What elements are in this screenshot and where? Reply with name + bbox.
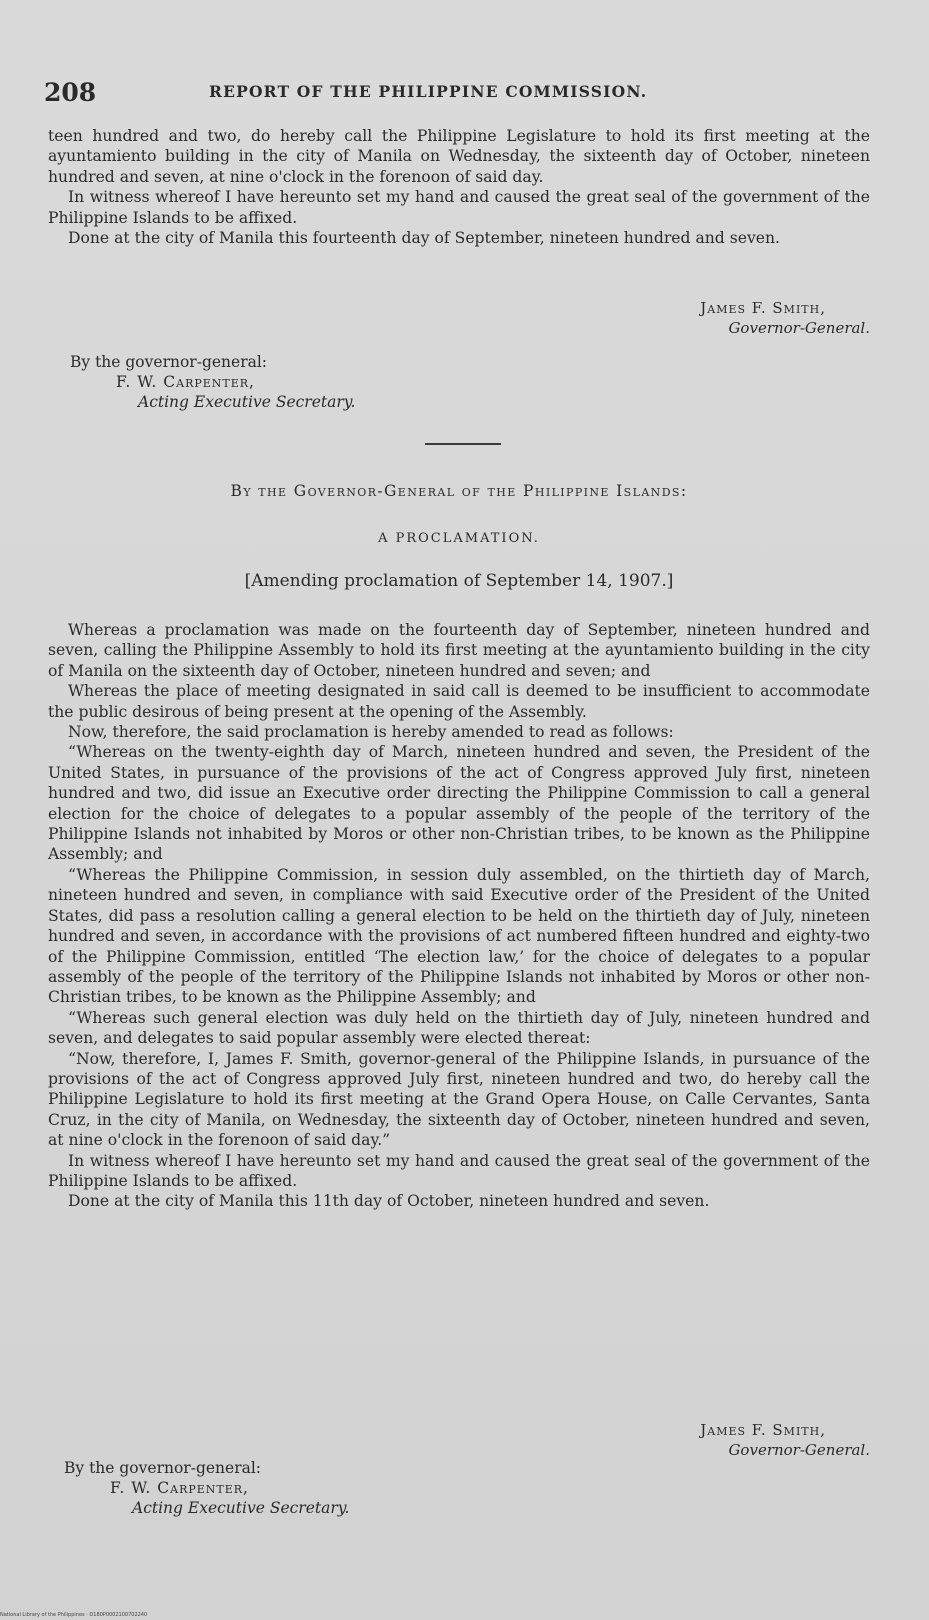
paragraph: teen hundred and two, do hereby call the Philippine Legislature to hold its first meeting at the ayuntamiento building in the city of Manila on Wednesday, the sixteenth day of October, nineteen hundred and seven, at nine o'clock in the forenoon of said day.: [48, 127, 870, 186]
paragraph: Whereas a proclamation was made on the fourteenth day of September, nineteen hundred and seven, calling the Philippine Assembly to hold its first meeting at the ayuntamiento building in the city of Manila on the sixteenth day of October, nineteen hundred and seven; and: [48, 621, 870, 680]
paragraph: In witness whereof I have hereunto set my hand and caused the great seal of the government of the Philippine Islands to be affixed.: [48, 1151, 870, 1190]
countersignature-block: [70, 352, 355, 412]
page-number: 208: [44, 78, 97, 107]
signature-name: James F. Smith,: [700, 1421, 826, 1439]
proclamation-heading: By the Governor-General of the Philippine Islands:: [230, 482, 688, 500]
running-head: REPORT OF THE PHILIPPINE COMMISSION.: [209, 82, 648, 101]
by-line: By the governor-general:: [64, 1459, 262, 1477]
secretary-title: Acting Executive Secretary.: [132, 1499, 350, 1517]
paragraph: Now, therefore, the said proclamation is hereby amended to read as follows:: [68, 723, 674, 742]
signature-title: Governor-General.: [728, 319, 870, 337]
amendment-note: [Amending proclamation of September 14, 1907.]: [244, 571, 674, 591]
first-proclamation-body: [48, 126, 870, 248]
signature-name: James F. Smith,: [700, 299, 826, 317]
countersignature-block: [64, 1458, 349, 1518]
paragraph: “Now, therefore, I, James F. Smith, governor-general of the Philippine Islands, in pursuance of the provisions of the act of Congress approved July first, nineteen hundred and two, do hereby call the Philippine Legislature to hold its first meeting at the Grand Opera House, on Calle Cervantes, Santa Cruz, in the city of Manila, on Wednesday, the sixteenth day of October, nineteen hundred and seven, at nine o'clock in the forenoon of said day.”: [48, 1049, 870, 1150]
paragraph: “Whereas on the twenty-eighth day of March, nineteen hundred and seven, the President of the United States, in pursuance of the provisions of the act of Congress approved July first, nineteen hundred and two, did issue an Executive order directing the Philippine Commission to call a general election for the choice of delegates to a popular assembly of the people of the territory of the Philippine Islands not inhabited by Moros or other non-Christian tribes, to be known as the Philippine Assembly; and: [48, 743, 870, 864]
section-divider: [425, 443, 501, 445]
paragraph: Done at the city of Manila this fourteenth day of September, nineteen hundred and seven.: [68, 229, 780, 248]
by-line: By the governor-general:: [70, 353, 268, 371]
secretary-name: F. W. Carpenter,: [116, 373, 255, 391]
paragraph: In witness whereof I have hereunto set my hand and caused the great seal of the government of the Philippine Islands to be affixed.: [48, 188, 870, 227]
signature-block: [560, 1420, 870, 1460]
signature-block: [560, 298, 870, 338]
proclamation-subheading: A PROCLAMATION.: [378, 531, 540, 546]
secretary-title: Acting Executive Secretary.: [138, 393, 356, 411]
paragraph: “Whereas such general election was duly held on the thirtieth day of July, nineteen hundred and seven, and delegates to said popular assembly were elected thereat:: [48, 1008, 870, 1048]
paragraph: “Whereas the Philippine Commission, in session duly assembled, on the thirtieth day of March, nineteen hundred and seven, in compliance with said Executive order of the President of the United States, did pass a resolution calling a general election to be held on the thirtieth day of July, nineteen hundred and seven, in accordance with the provisions of act numbered fifteen hundred and eighty-two of the Philippine Commission, entitled ‘The election law,’ for the choice of delegates to a popular assembly of the people of the territory of the Philippine Islands not inhabited by Moros or other non-Christian tribes, to be known as the Philippine Assembly; and: [48, 865, 870, 1007]
paragraph: Done at the city of Manila this 11th day of October, nineteen hundred and seven.: [68, 1192, 710, 1211]
scan-footer: National Library of the Philippines · D180P0002100702240: [0, 1612, 148, 1618]
signature-title: Governor-General.: [728, 1441, 870, 1459]
secretary-name: F. W. Carpenter,: [110, 1479, 249, 1497]
second-proclamation-body: [48, 620, 870, 1212]
page-header: [44, 78, 874, 118]
paragraph: Whereas the place of meeting designated in said call is deemed to be insufficient to accommodate the public desirous of being present at the opening of the Assembly.: [48, 682, 870, 721]
